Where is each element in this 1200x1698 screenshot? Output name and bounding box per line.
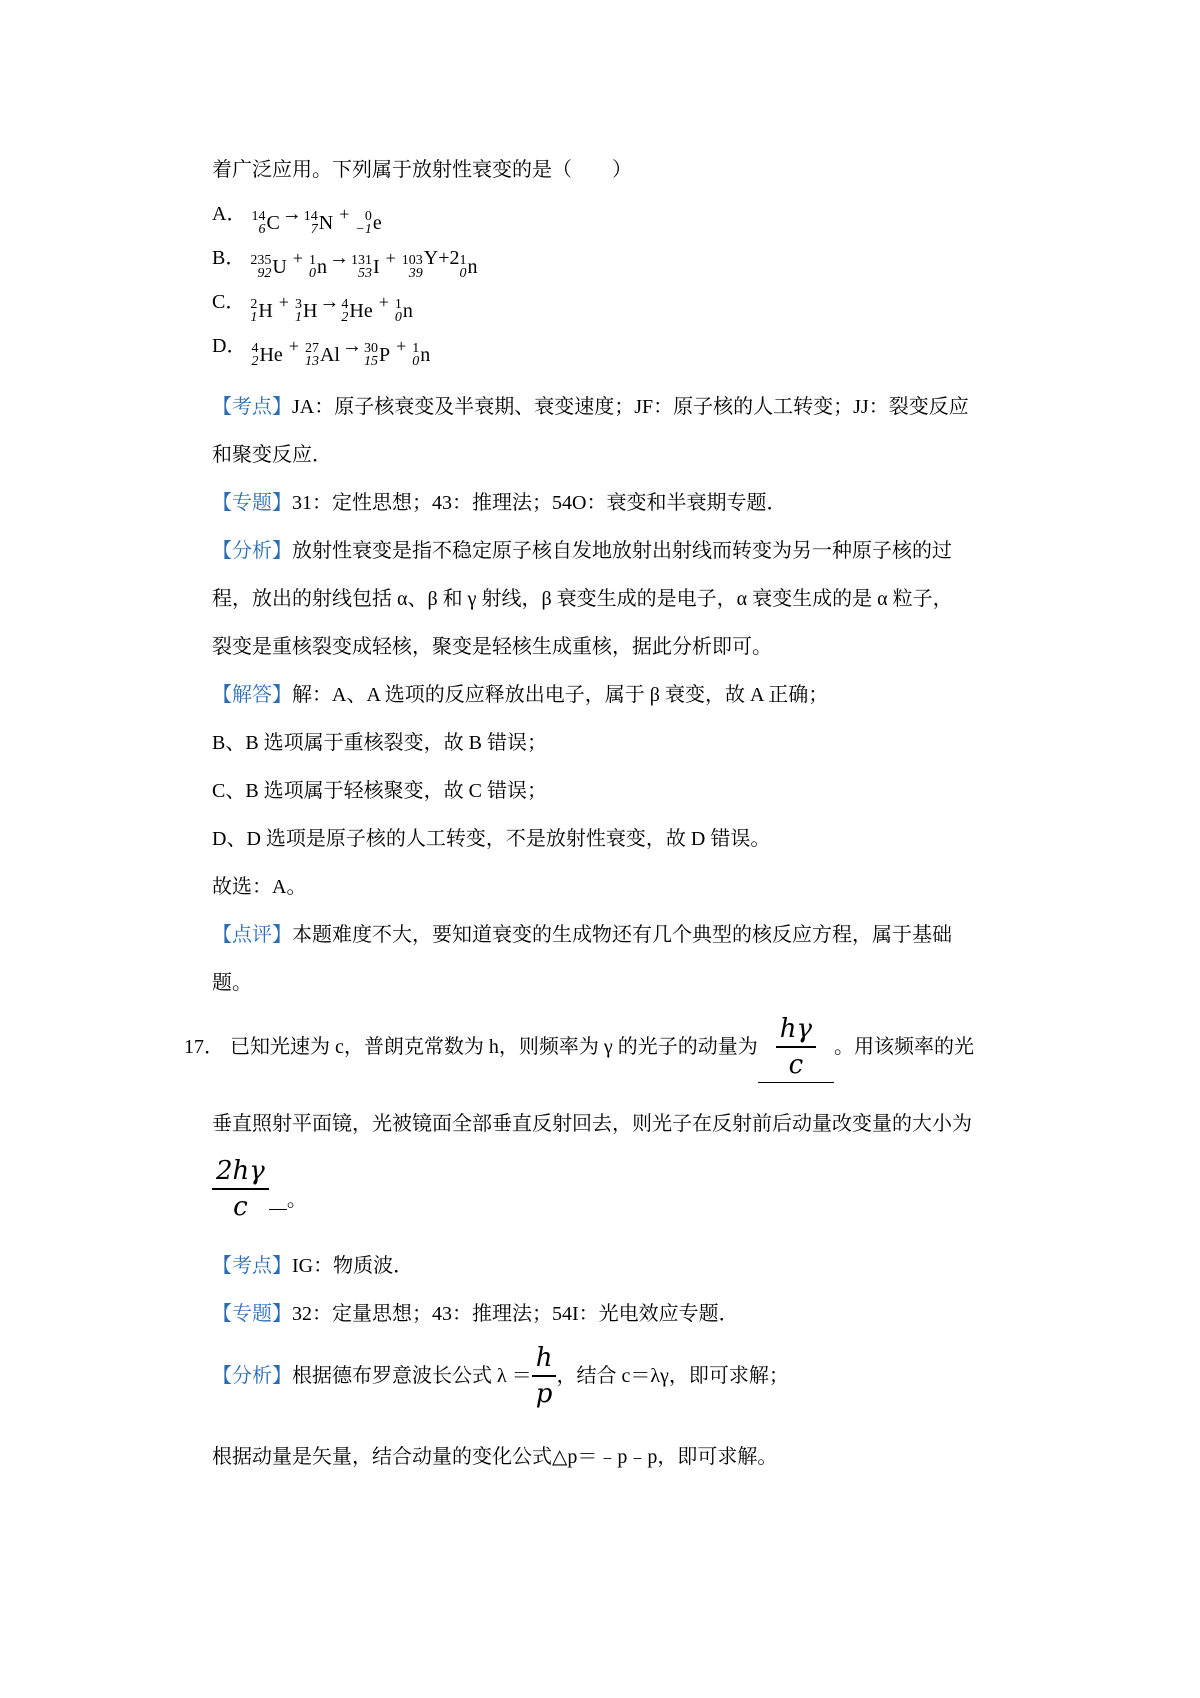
- q16-zhuanti: [212, 489, 786, 517]
- answer-blank-2: [269, 1209, 287, 1210]
- dianping-tag: 【点评】: [212, 924, 292, 946]
- zhuanti-text: 32：定量思想；43：推理法；54I：光电效应专题．: [292, 1303, 739, 1325]
- nuclide-he4: 4 2 He: [341, 297, 373, 325]
- plus-sign: +: [396, 336, 407, 356]
- q16-stem-tail: 着广泛应用。下列属于放射性衰变的是（ ）: [212, 159, 632, 181]
- fenxi-tag: 【分析】: [212, 1365, 292, 1387]
- q16-option-a[interactable]: [212, 200, 382, 237]
- q16-jieda-line5: 故选：A。: [212, 876, 307, 898]
- fenxi-text: 根据德布罗意波长公式 λ ＝: [292, 1365, 532, 1387]
- fenxi-text: 放射性衰变是指不稳定原子核自发地放射出射线而转变为另一种原子核的过: [292, 540, 952, 562]
- nuclide-neutron: 1 0 n: [412, 341, 431, 369]
- nuclide-neutron: 1 0 n: [459, 253, 478, 281]
- option-label: A．: [212, 203, 247, 225]
- q16-fenxi-line2: 程，放出的射线包括 α、β 和 γ 射线，β 衰变生成的是电子，α 衰变生成的是 α 粒子，: [212, 588, 953, 610]
- q17-stem-line2: 垂直照射平面镜，光被镜面全部垂直反射回去，则光子在反射前后动量改变量的大小为: [212, 1113, 972, 1135]
- arrow-icon: →: [328, 247, 349, 269]
- option-label: C．: [212, 291, 246, 313]
- fenxi-tag: 【分析】: [212, 540, 292, 562]
- nuclide-p30: 30 15 P: [363, 341, 391, 369]
- zhuanti-text: 31：定性思想；43：推理法；54O：衰变和半衰期专题．: [292, 492, 787, 514]
- q17-zhuanti: [212, 1300, 739, 1328]
- zhuanti-tag: 【专题】: [212, 492, 292, 514]
- q16-option-b[interactable]: [212, 244, 478, 281]
- nuclide-h3: 3 1 H: [294, 297, 318, 325]
- zhuanti-tag: 【专题】: [212, 1303, 292, 1325]
- q16-kaodian-line2: 和聚变反应．: [212, 444, 332, 466]
- q17-stem-line1: [184, 1012, 974, 1082]
- fenxi-text: ，结合 c＝λγ，即可求解；: [556, 1365, 789, 1387]
- arrow-icon: →: [341, 335, 362, 357]
- dianping-text: 本题难度不大，要知道衰变的生成物还有几个典型的核反应方程，属于基础: [292, 924, 952, 946]
- answer-fraction-1: $\frac{h\gamma}{c}$: [776, 1012, 816, 1082]
- kaodian-text: JA：原子核衰变及半衰期、衰变速度；JF：原子核的人工转变；JJ：裂变反应: [292, 396, 969, 418]
- answer-blank-1: [758, 1012, 834, 1083]
- yttrium-term: Y+2: [423, 247, 460, 269]
- nuclide-u235: 235 92 U: [250, 253, 287, 281]
- arrow-icon: →: [281, 203, 302, 225]
- kaodian-text: IG：物质波．: [292, 1255, 414, 1277]
- q16-option-d[interactable]: [212, 332, 430, 369]
- kaodian-tag: 【考点】: [212, 396, 292, 418]
- nuclide-y103: 103 39: [401, 253, 423, 281]
- q17-stem-text: 。用该频率的光: [834, 1036, 975, 1058]
- q17-fenxi-line2: 根据动量是矢量，结合动量的变化公式△p＝﹣p﹣p，即可求解。: [212, 1446, 778, 1468]
- q16-dianping-line2: 题。: [212, 972, 252, 994]
- option-label: D．: [212, 335, 247, 357]
- question-number: 17．: [184, 1036, 224, 1058]
- nuclide-n14: 14 7 N: [303, 209, 334, 237]
- q16-fenxi-line3: 裂变是重核裂变成轻核，聚变是轻核生成重核，据此分析即可。: [212, 636, 772, 658]
- nuclide-electron: 0 −1 e: [355, 209, 382, 237]
- plus-sign: +: [385, 248, 396, 268]
- q16-option-c[interactable]: [212, 288, 413, 325]
- q17-stem-line3: [212, 1150, 307, 1224]
- q16-jieda-line3: C、B 选项属于轻核聚变，故 C 错误；: [212, 780, 548, 802]
- q17-stem-text: 已知光速为 c，普朗克常数为 h，则频率为 γ 的光子的动量为: [230, 1036, 758, 1058]
- jieda-tag: 【解答】: [212, 684, 292, 706]
- nuclide-c14: 14 6 C: [251, 209, 280, 237]
- q16-dianping-line1: [212, 921, 952, 949]
- plus-sign: +: [288, 336, 299, 356]
- kaodian-tag: 【考点】: [212, 1255, 292, 1277]
- plus-sign: +: [278, 292, 289, 312]
- nuclide-neutron: 1 0 n: [308, 253, 327, 281]
- nuclide-neutron: 1 0 n: [394, 297, 413, 325]
- nuclide-h2: 2 1 H: [250, 297, 273, 325]
- q17-stem-tail: 。: [286, 1189, 307, 1211]
- q16-kaodian-line1: [212, 393, 969, 421]
- q17-fenxi-line1: [212, 1340, 789, 1412]
- jieda-text: 解：A、A 选项的反应释放出电子，属于 β 衰变，故 A 正确；: [292, 684, 829, 706]
- answer-fraction-2: $\frac{2h\gamma}{c}$: [212, 1154, 269, 1224]
- q16-jieda-line2: B、B 选项属于重核裂变，故 B 错误；: [212, 732, 548, 754]
- plus-sign: +: [292, 248, 303, 268]
- q16-jieda-line4: D、D 选项是原子核的人工转变，不是放射性衰变，故 D 错误。: [212, 828, 771, 850]
- q16-jieda-line1: [212, 681, 828, 709]
- plus-sign: +: [339, 204, 350, 224]
- plus-sign: +: [378, 292, 389, 312]
- arrow-icon: →: [319, 291, 340, 313]
- nuclide-al27: 27 13 Al: [304, 341, 340, 369]
- q16-fenxi-line1: [212, 537, 952, 565]
- nuclide-he4: 4 2 He: [251, 341, 283, 369]
- debroglie-fraction: $\frac{h}{p}$: [532, 1341, 557, 1411]
- option-label: B．: [212, 247, 246, 269]
- q17-kaodian: [212, 1252, 413, 1280]
- nuclide-i131: 131 53 I: [350, 253, 380, 281]
